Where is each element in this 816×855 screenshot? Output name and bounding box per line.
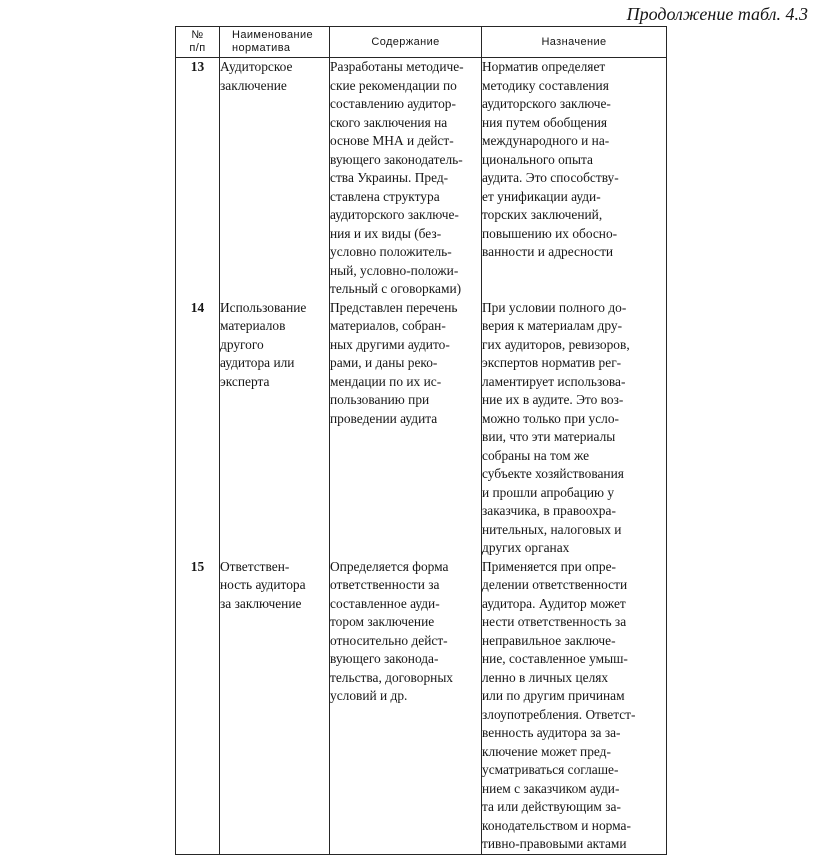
text-line: или по другим причинам <box>482 688 625 703</box>
text-line: Использование <box>220 299 307 315</box>
header-content: Содержание <box>330 27 482 58</box>
normative-name <box>220 58 330 299</box>
text-line: аудиторского заключе- <box>330 207 459 222</box>
table-caption: Продолжение табл. 4.3 <box>626 4 808 24</box>
text-line: Применяется при опре- <box>482 558 617 574</box>
text-line: заключение <box>220 77 287 93</box>
header-num <box>176 27 220 58</box>
text-line: нием с заказчиком ауди- <box>482 780 620 796</box>
text-line: рами, и даны реко- <box>330 355 438 370</box>
text-line: верия к материалам дру- <box>482 318 623 333</box>
text-line: мендации по их ис- <box>330 373 442 389</box>
text-line: тивно-правовыми актами <box>482 836 627 851</box>
normative-purpose <box>482 299 667 558</box>
text-line: международного и на- <box>482 133 610 148</box>
text-line: ключение может пред- <box>482 743 611 759</box>
normative-name <box>220 558 330 855</box>
text-line: неправильное заключе- <box>482 632 616 648</box>
normatives-table <box>175 26 667 855</box>
text-line: проведении аудита <box>330 410 438 426</box>
text-line: тором заключение <box>330 614 435 629</box>
text-line: можно только при усло- <box>482 410 619 426</box>
text-line: ный, условно-положи- <box>330 262 459 278</box>
table-row <box>176 299 667 558</box>
text-line: ства Украины. Пред- <box>330 170 449 185</box>
normative-name <box>220 299 330 558</box>
row-number: 15 <box>176 558 220 855</box>
row-number: 13 <box>176 58 220 299</box>
text-line: пользованию при <box>330 392 430 407</box>
header-num-line: п/п <box>189 42 206 54</box>
normative-purpose <box>482 558 667 855</box>
text-line: другого <box>220 336 264 352</box>
text-line: Норматив определяет <box>482 59 606 74</box>
text-line: аудитора. Аудитор может <box>482 595 626 611</box>
text-line: составленное ауди- <box>330 595 440 611</box>
text-line: Определяется форма <box>330 558 449 574</box>
header-name <box>220 27 330 58</box>
text-line: аудита. Это способству- <box>482 170 619 185</box>
text-line: ет унификации ауди- <box>482 188 601 204</box>
text-line: та или действующим за- <box>482 799 621 814</box>
text-line: заказчика, в правоохра- <box>482 503 616 518</box>
text-line: вии, что эти материалы <box>482 429 616 444</box>
text-line: ния путем обобщения <box>482 114 608 130</box>
text-line: повышению их обосно- <box>482 225 618 241</box>
text-line: условно положитель- <box>330 244 452 259</box>
text-line: вующего законода- <box>330 651 439 666</box>
text-line: субъекте хозяйствования <box>482 466 624 481</box>
header-name-line: норматива <box>232 42 291 54</box>
text-line: ность аудитора <box>220 577 306 592</box>
text-line: вующего законодатель- <box>330 151 463 167</box>
text-line: аудитора или <box>220 355 295 370</box>
table-row <box>176 58 667 299</box>
header-purpose: Назначение <box>482 27 667 58</box>
text-line: ского заключения на <box>330 114 448 130</box>
text-line: аудиторского заключе- <box>482 96 611 111</box>
text-line: Аудиторское <box>220 59 293 74</box>
text-line: ние, составленное умыш- <box>482 651 628 666</box>
row-number: 14 <box>176 299 220 558</box>
text-line: ставлена структура <box>330 188 440 204</box>
text-line: усматриваться соглаше- <box>482 762 619 777</box>
text-line: Ответствен- <box>220 558 290 574</box>
text-line: материалов, собран- <box>330 318 446 333</box>
text-line: делении ответственности <box>482 577 628 592</box>
text-line: ванности и адресности <box>482 244 614 259</box>
text-line: ния и их виды (без- <box>330 225 442 241</box>
text-line: относительно дейст- <box>330 632 448 648</box>
text-line: условий и др. <box>330 688 408 703</box>
text-line: тельства, договорных <box>330 669 454 685</box>
text-line: составлению аудитор- <box>330 96 456 111</box>
text-line: Представлен перечень <box>330 299 458 315</box>
text-line: конодательством и норма- <box>482 817 631 833</box>
text-line: методику составления <box>482 77 609 93</box>
header-name-line: Наименование <box>232 29 314 41</box>
text-line: нести ответственность за <box>482 614 627 629</box>
text-line: ционального опыта <box>482 151 593 167</box>
text-line: торских заключений, <box>482 207 603 222</box>
normative-content <box>330 58 482 299</box>
text-line: за заключение <box>220 595 302 611</box>
table-header-row <box>176 27 667 58</box>
text-line: основе МНА и дейст- <box>330 133 454 148</box>
text-line: гих аудиторов, ревизоров, <box>482 336 630 352</box>
text-line: экспертов норматив рег- <box>482 355 622 370</box>
normative-content <box>330 558 482 855</box>
header-num-line: № <box>191 29 204 41</box>
text-line: эксперта <box>220 373 270 389</box>
text-line: материалов <box>220 318 286 333</box>
text-line: Разработаны методиче- <box>330 59 464 74</box>
text-line: При условии полного до- <box>482 299 627 315</box>
text-line: ленно в личных целях <box>482 669 609 685</box>
table-row <box>176 558 667 855</box>
text-line: ных другими аудито- <box>330 336 450 352</box>
text-line: ламентирует использова- <box>482 373 626 389</box>
text-line: тельный с оговорками) <box>330 281 462 296</box>
text-line: ответственности за <box>330 577 440 592</box>
normative-purpose <box>482 58 667 299</box>
normative-content <box>330 299 482 558</box>
text-line: других органах <box>482 540 570 555</box>
text-line: ские рекомендации по <box>330 77 457 93</box>
text-line: собраны на том же <box>482 447 590 463</box>
text-line: нительных, налоговых и <box>482 521 622 537</box>
text-line: и прошли апробацию у <box>482 484 615 500</box>
text-line: злоупотребления. Ответст- <box>482 706 636 722</box>
text-line: венность аудитора за за- <box>482 725 621 740</box>
text-line: ние их в аудите. Это воз- <box>482 392 624 407</box>
